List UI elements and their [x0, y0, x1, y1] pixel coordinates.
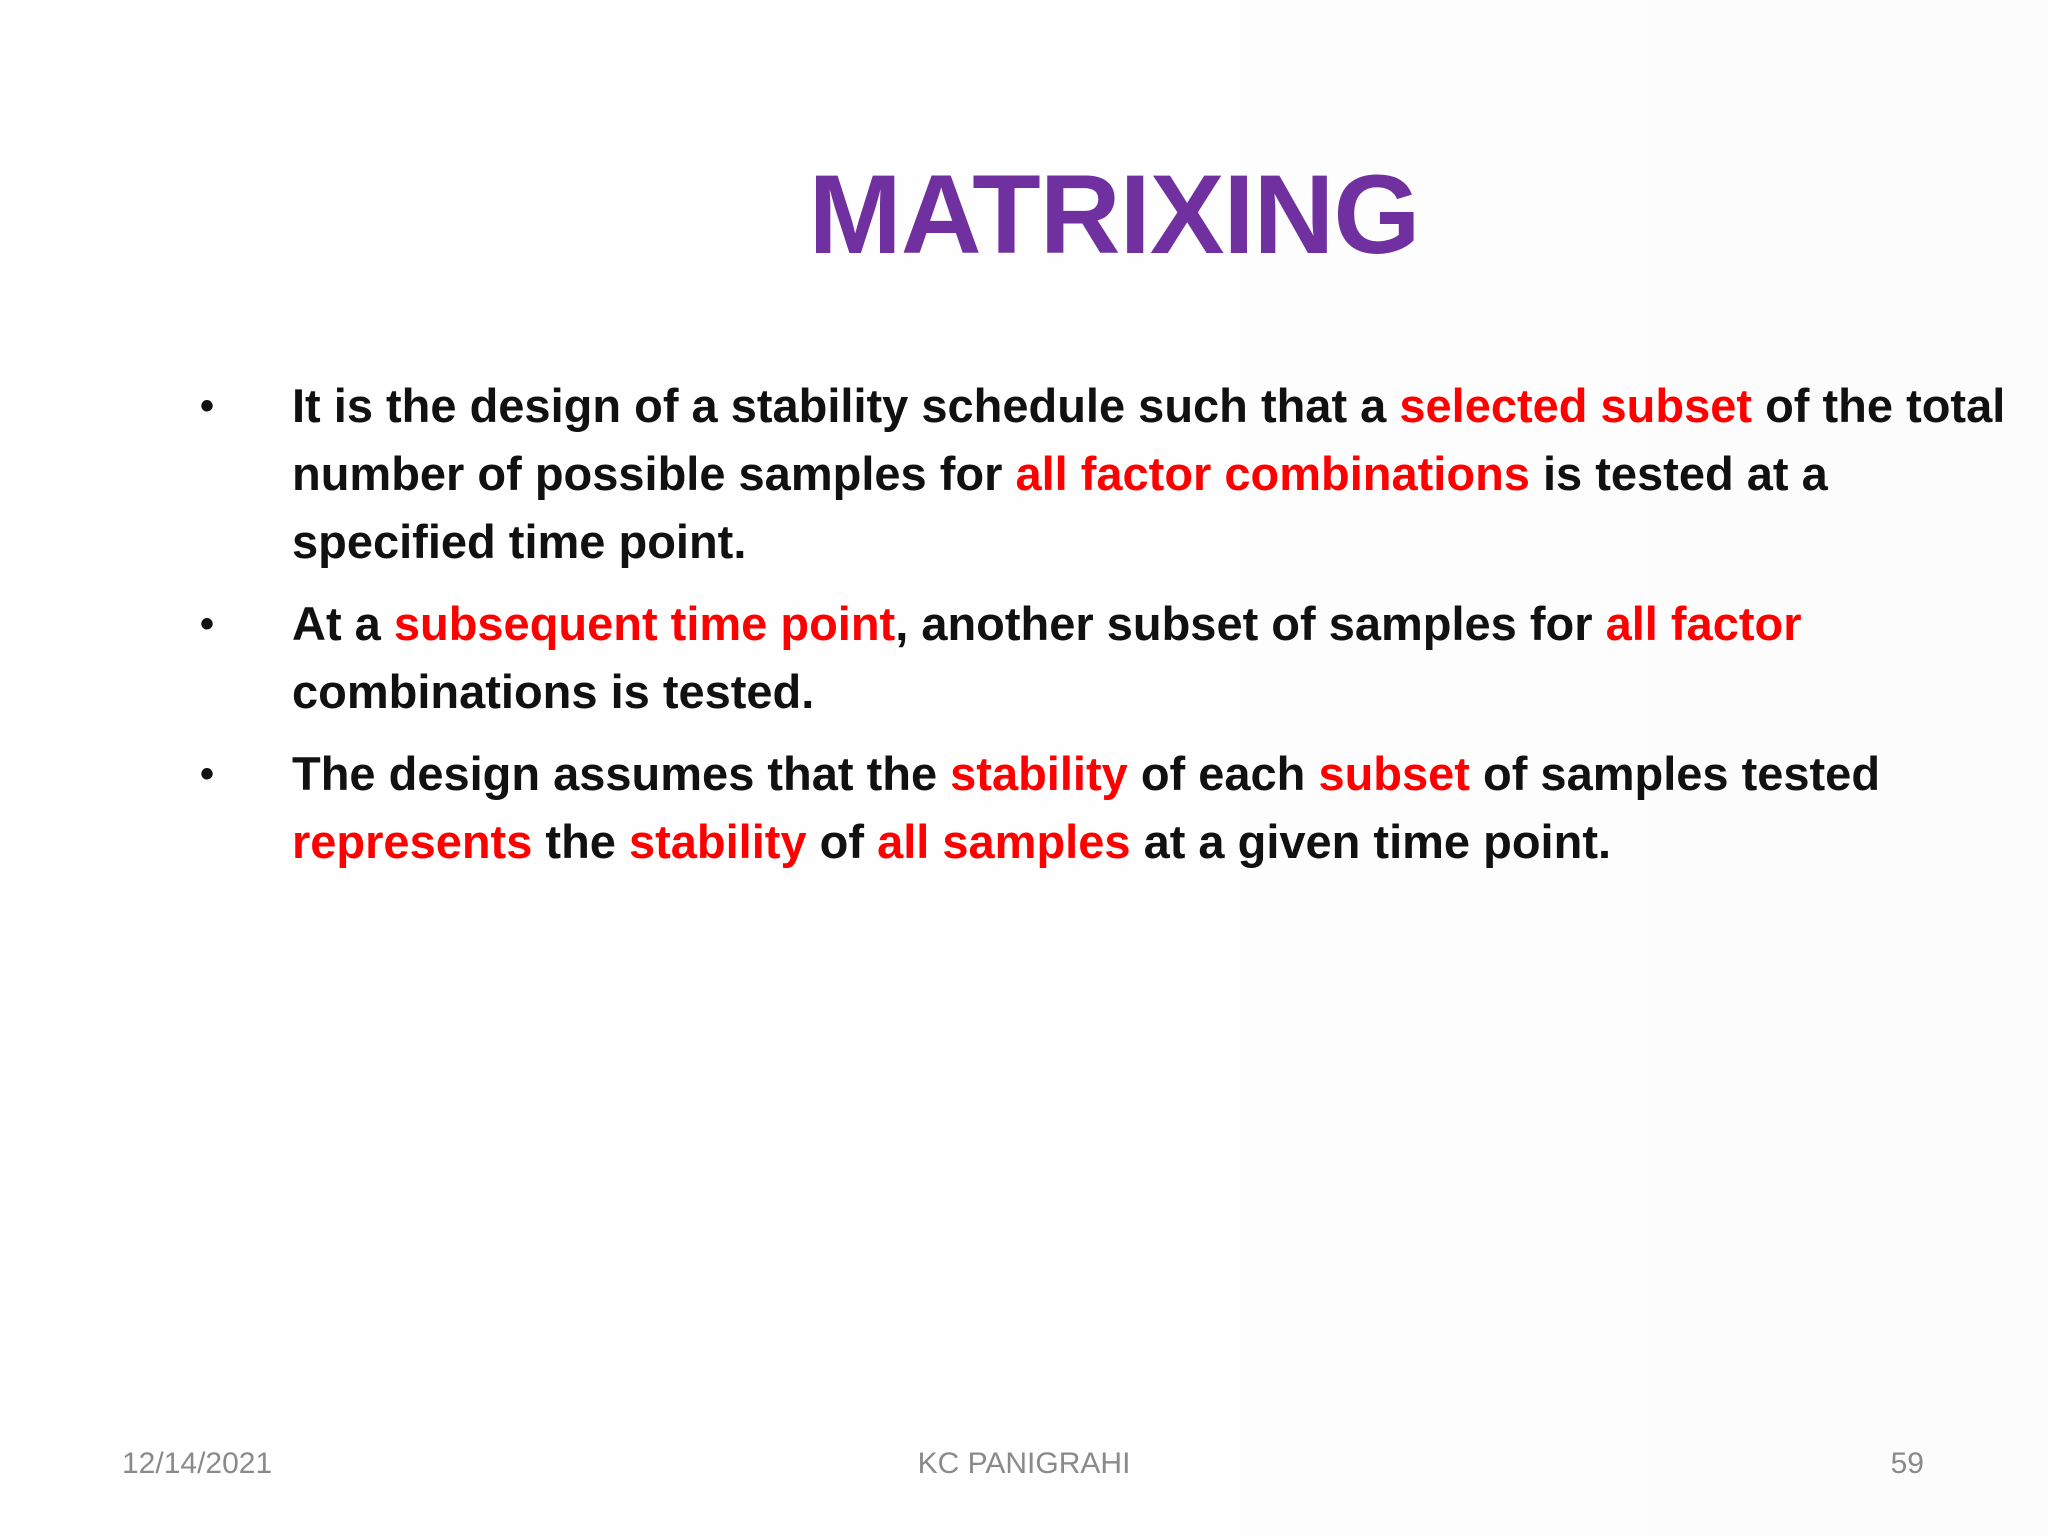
page-number: 59: [1890, 1447, 1924, 1480]
highlighted-text: subsequent time point: [393, 597, 896, 650]
segment-text: of samples tested: [1469, 747, 1881, 800]
segment-text: of the total number of possible samples for: [292, 379, 2006, 500]
bullet-item: [200, 740, 2040, 876]
segment-text: of each: [1127, 747, 1319, 800]
slide-title: MATRIXING: [808, 152, 1420, 277]
segment-text: the: [532, 815, 629, 868]
segment-text: is tested at a specified time point.: [292, 447, 1828, 568]
highlighted-text: all samples: [877, 815, 1131, 868]
highlighted-text: all factor: [1605, 597, 1802, 650]
highlighted-text: stability: [950, 747, 1128, 800]
bullet-symbol: •: [200, 384, 215, 428]
highlighted-text: stability: [628, 815, 807, 868]
bullet-item: [200, 372, 2040, 576]
bullet-item: [200, 590, 2040, 726]
bullet-symbol: •: [200, 602, 215, 646]
segment-text: At a: [292, 597, 394, 650]
segment-text: It is the design of a stability schedule such that a: [292, 379, 1400, 432]
segment-text: combinations is tested.: [292, 665, 815, 718]
footer-date: 12/14/2021: [122, 1447, 273, 1480]
segment-text: , another subset of samples for: [895, 597, 1606, 650]
bullet-list: [200, 372, 2040, 890]
footer-author: KC PANIGRAHI: [917, 1447, 1131, 1480]
segment-text: at a given time point.: [1130, 815, 1612, 868]
highlighted-text: selected subset: [1399, 379, 1753, 432]
segment-text: of: [806, 815, 878, 868]
highlighted-text: represents: [292, 815, 533, 868]
bullet-symbol: •: [200, 752, 215, 796]
segment-text: The design assumes that the: [292, 747, 951, 800]
highlighted-text: subset: [1318, 747, 1470, 800]
highlighted-text: all factor combinations: [1015, 447, 1530, 500]
